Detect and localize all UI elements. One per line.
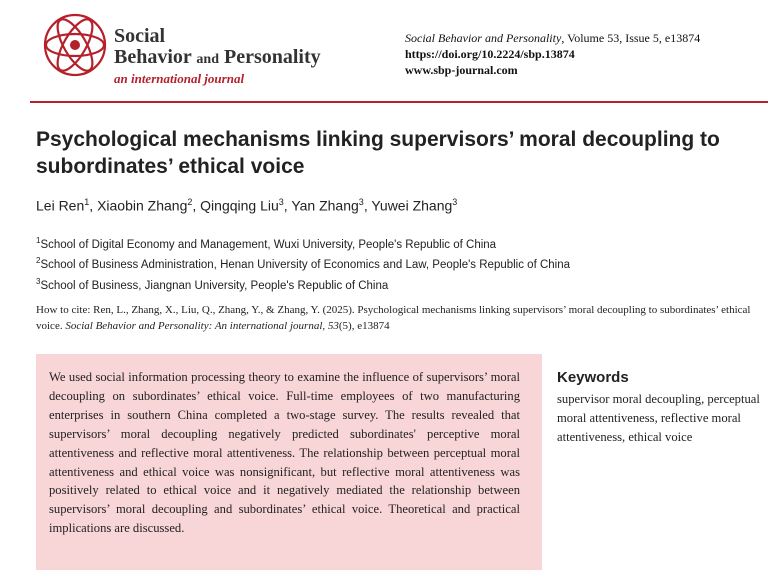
affiliation-number: 2 <box>36 256 41 266</box>
doi-link[interactable]: https://doi.org/10.2224/sbp.13874 <box>405 47 575 61</box>
author-affiliation-marker: 3 <box>278 197 284 207</box>
author-separator: , <box>89 197 98 214</box>
journal-title: Social Behavior and Personality <box>405 31 562 45</box>
affiliation-item <box>36 233 570 253</box>
journal-volume-line <box>405 30 700 46</box>
website-link[interactable]: www.sbp-journal.com <box>405 63 518 77</box>
author-name: Lei Ren <box>36 197 85 214</box>
affiliation-number: 3 <box>36 276 41 286</box>
keywords-heading: Keywords <box>557 369 629 386</box>
author-separator: , <box>192 197 201 214</box>
citation-text: How to cite: Ren, L., Zhang, X., Liu, Q., Zhang, Y., & Zhang, Y. (2025). Psychological mechanisms linking supervisors’ moral decoupling to subordinates’ ethical voice. <box>36 304 751 332</box>
citation-journal: Social Behavior and Personality: An international journal, 53 <box>65 320 339 332</box>
author-list <box>36 197 457 214</box>
affiliation-text: School of Business, Jiangnan University, People's Republic of China <box>40 279 389 292</box>
header-divider <box>30 101 768 103</box>
author-separator: , <box>363 197 372 214</box>
abstract-box <box>36 354 542 570</box>
brand-word-and: and <box>196 52 219 67</box>
affiliation-list <box>36 233 570 294</box>
affiliation-text: School of Digital Economy and Management, Wuxi University, People's Republic of China <box>40 238 497 251</box>
brand-tagline: an international journal <box>114 71 245 86</box>
author-affiliation-marker: 3 <box>452 197 458 207</box>
how-to-cite <box>36 302 756 334</box>
journal-brand <box>114 26 321 87</box>
author-name: Yuwei Zhang <box>371 197 453 214</box>
brand-word-personality: Personality <box>219 46 321 68</box>
citation-issue: (5), e13874 <box>338 320 390 332</box>
author-name: Qingqing Liu <box>200 197 279 214</box>
affiliation-item <box>36 274 570 294</box>
journal-logo-icon <box>40 10 110 80</box>
keywords-panel <box>557 369 762 447</box>
journal-issue: , Volume 53, Issue 5, e13874 <box>561 31 701 45</box>
article-title: Psychological mechanisms linking supervisors’ moral decoupling to subordinates’ ethical voice <box>36 128 720 178</box>
author-affiliation-marker: 2 <box>187 197 193 207</box>
author-name: Xiaobin Zhang <box>97 197 188 214</box>
author-name: Yan Zhang <box>291 197 359 214</box>
brand-name-line2 <box>114 46 321 71</box>
author-affiliation-marker: 3 <box>358 197 364 207</box>
brand-name-line1: Social <box>114 25 166 47</box>
affiliation-item <box>36 253 570 273</box>
author-affiliation-marker: 1 <box>84 197 90 207</box>
journal-info <box>405 30 700 78</box>
abstract-text: We used social information processing theory to examine the influence of supervisors’ moral decoupling on subordinates’ ethical voice. Full-time employees of two manufacturing enterprises in southern China completed a two-stage survey. The results revealed that supervisors’ moral decoupling negatively predicted subordinates' perceptive moral attentiveness and reflective moral attentiveness. The relationship between perceptual moral attentiveness and ethical voice was nonsignificant, but reflective moral attentiveness was positively related to ethical voice and it negatively mediated the relationship between supervisors’ moral decoupling and subordinates’ ethical voice. Theoretical and practical implications are discussed. <box>49 370 520 536</box>
author-separator: , <box>283 197 292 214</box>
keywords-text: supervisor moral decoupling, perceptual moral attentiveness, reflective moral attentiveness, ethical voice <box>557 392 760 444</box>
affiliation-number: 1 <box>36 236 41 245</box>
affiliation-text: School of Business Administration, Henan University of Economics and Law, People's Republic of China <box>40 259 571 272</box>
brand-word-behavior: Behavior <box>114 46 197 68</box>
